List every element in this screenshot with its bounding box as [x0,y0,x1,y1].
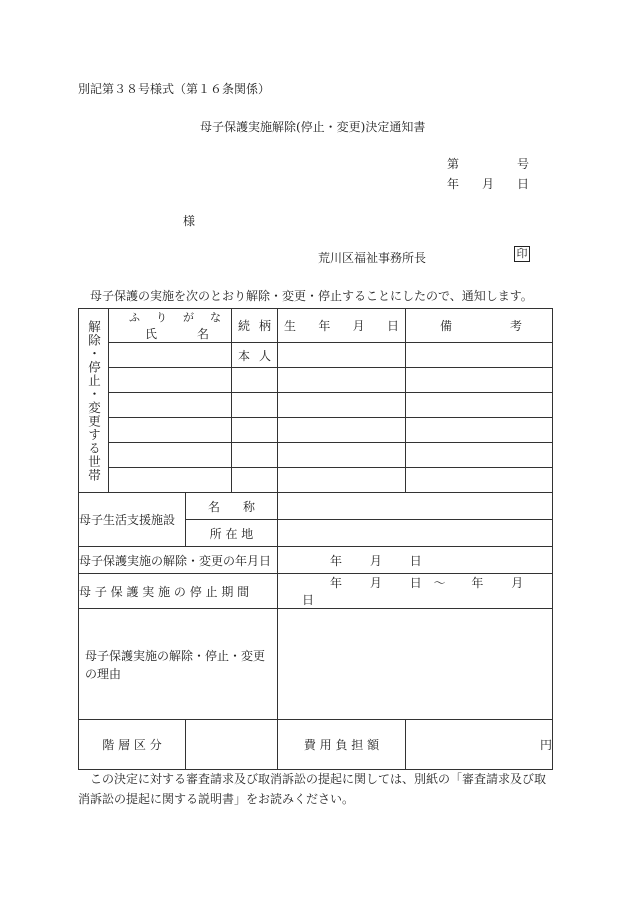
release-year-char: 年 [330,553,343,568]
document-title: 母子保護実施解除(停止・変更)決定通知書 [200,120,426,134]
birthdate-cell [278,468,406,493]
tier-value [186,720,278,770]
sender-name: 荒川区福祉事務所長 [318,251,427,265]
self-char: 人 [258,348,271,363]
appeal-notice-text: この決定に対する審査請求及び取消訴訟の提起に関しては、別紙の「審査請求及び取消訴訟の提起に関する説明書」をお読みください。 [78,772,547,806]
seal-stamp: 印 [514,246,530,262]
cost-label [278,720,406,770]
yen-unit: 円 [540,738,553,752]
facility-name-char: 名 [208,499,221,514]
relation-header-char: 続 [238,319,251,333]
tier-label [79,720,186,770]
table-row [79,443,553,468]
name-header-char: 名 [196,327,209,341]
suspension-period-value [278,574,553,609]
suspension-start-month-char: 月 [369,576,382,590]
relation-header [232,309,278,343]
facility-location-value [278,520,553,547]
issue-date-day: 日 [517,177,530,191]
furigana-char: ふ [129,311,140,324]
birthdate-cell [278,343,406,368]
facility-label [79,493,186,547]
release-month-char: 月 [369,553,382,568]
member-name-cell [109,418,232,443]
self-char: 本 [238,348,251,363]
table-row [79,343,553,368]
table-row [79,468,553,493]
birthdate-cell [278,443,406,468]
furigana-char: り [156,311,167,324]
suspension-start-day-char: 日 [409,576,422,590]
remarks-cell [406,368,553,393]
document-number-suffix: 号 [517,157,530,171]
intro-text: 母子保護の実施を次のとおり解除・変更・停止することにしたので、通知します。 [90,289,533,303]
release-date-label [79,547,278,574]
suspension-label-text: 母 子 保 護 実 施 の 停 止 期 間 [79,584,250,599]
form-number: 別記第３８号様式（第１６条関係） [78,82,271,96]
notice-table [78,308,553,770]
reason-label-text: 母子保護実施の解除・停止・変更の理由 [85,649,266,681]
member-name-cell [109,343,232,368]
remarks-cell [406,443,553,468]
remarks-cell [406,468,553,493]
furigana-char: な [210,311,221,324]
facility-location-label [186,520,278,547]
remarks-header-char: 備 [440,319,453,333]
relation-cell [232,393,278,418]
facility-location-text: 所 在 地 [209,526,254,541]
addressee-suffix: 様 [183,214,196,228]
name-header [109,309,232,343]
member-name-cell [109,368,232,393]
cost-label-text: 費 用 負 担 額 [303,738,380,752]
relation-cell [232,443,278,468]
relation-cell [232,418,278,443]
facility-name-char: 称 [242,499,255,514]
remarks-cell [406,393,553,418]
birthdate-header-char: 年 [318,319,331,333]
birthdate-cell [278,418,406,443]
household-section-label [79,309,109,493]
table-row [79,418,553,443]
suspension-end-year-char: 年 [471,576,484,590]
table-row [79,368,553,393]
relation-cell [232,368,278,393]
facility-name-value [278,493,553,520]
member-name-cell [109,393,232,418]
remarks-cell [406,418,553,443]
birthdate-header-char: 日 [386,319,399,333]
remarks-header-char: 考 [510,319,523,333]
facility-name-label [186,493,278,520]
birthdate-cell [278,368,406,393]
birthdate-header-char: 生 [284,319,297,333]
cost-value [406,720,553,770]
issue-date-month: 月 [482,177,495,191]
birthdate-header [278,309,406,343]
relation-cell [232,468,278,493]
release-day-char: 日 [409,553,422,568]
member-name-cell [109,468,232,493]
period-tilde: ～ [433,576,446,590]
release-date-label-text: 母子保護実施の解除・変更の年月日 [79,553,272,568]
member-name-cell [109,443,232,468]
document-number-prefix: 第 [447,157,460,171]
tier-label-text: 階 層 区 分 [102,738,162,752]
reason-label [79,609,278,720]
relation-cell [232,343,278,368]
birthdate-header-char: 月 [352,319,365,333]
relation-header-char: 柄 [258,319,271,333]
suspension-label [79,574,278,609]
table-row [79,393,553,418]
reason-value [278,609,553,720]
release-date-value [278,547,553,574]
facility-label-text: 母子生活支援施設 [79,513,176,527]
name-header-char: 氏 [145,327,158,341]
remarks-cell [406,343,553,368]
remarks-header [406,309,553,343]
birthdate-cell [278,393,406,418]
household-section-text: 解除・停止・変更する世帯 [86,319,102,482]
suspension-end-day-char: 日 [302,593,315,607]
appeal-notice [78,769,548,809]
suspension-end-month-char: 月 [511,576,524,590]
issue-date-year: 年 [447,177,460,191]
suspension-start-year-char: 年 [330,576,343,590]
furigana-char: が [183,311,194,324]
